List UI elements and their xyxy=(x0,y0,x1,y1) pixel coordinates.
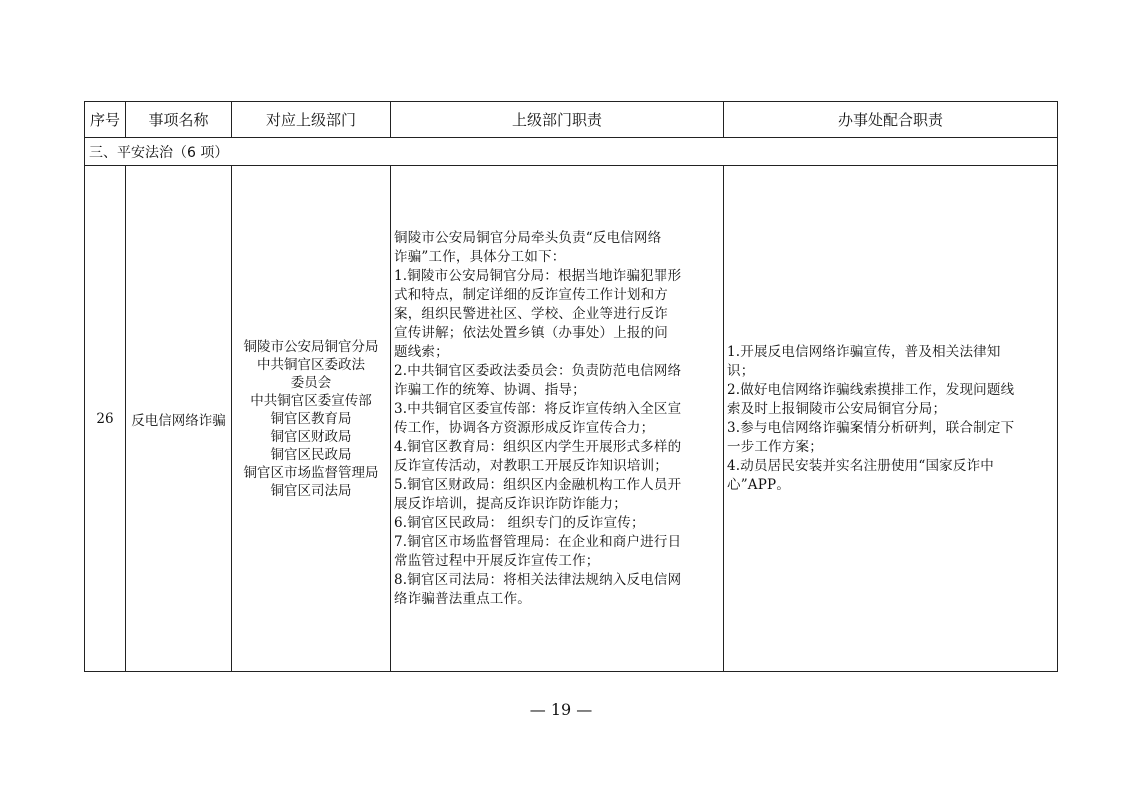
upper-duty-line: 式和特点，制定详细的反诈宣传工作计划和方 xyxy=(394,286,668,303)
upper-duty-line: 常监管过程中开展反诈宣传工作； xyxy=(394,552,600,569)
upper-duty-line: 展反诈培训，提高反诈识诈防诈能力； xyxy=(394,495,627,512)
header-office-duties: 办事处配合职责 xyxy=(724,102,1058,138)
header-item-name: 事项名称 xyxy=(126,102,232,138)
upper-duty-line: 2.中共铜官区委政法委员会：负责防范电信网络 xyxy=(394,362,682,379)
header-upper-department: 对应上级部门 xyxy=(232,102,391,138)
row-upper-duties xyxy=(391,166,724,672)
upper-duty-line: 诈骗工作的统筹、协调、指导； xyxy=(394,381,586,398)
section-title: 三、平安法治（6 项） xyxy=(85,138,1058,166)
department-line: 中共铜官区委政法 xyxy=(257,356,365,373)
office-duty-line: 心”APP。 xyxy=(727,476,791,493)
department-line: 铜陵市公安局铜官分局 xyxy=(243,338,379,355)
row-office-duties xyxy=(724,166,1058,672)
table-header-row xyxy=(85,102,1058,138)
upper-duty-line: 宣传讲解；依法处置乡镇（办事处）上报的问 xyxy=(394,324,668,341)
upper-duty-line: 案，组织民警进社区、学校、企业等进行反诈 xyxy=(394,305,668,322)
office-duty-line: 识； xyxy=(727,362,755,379)
office-duty-line: 一步工作方案； xyxy=(727,438,823,455)
row-item-name: 反电信网络诈骗 xyxy=(126,166,232,672)
upper-duty-line: 5.铜官区财政局：组织区内金融机构工作人员开 xyxy=(394,476,682,493)
page-number: — 19 — xyxy=(529,700,593,719)
row-departments xyxy=(232,166,391,672)
department-line: 铜官区财政局 xyxy=(270,428,352,445)
office-duty-line: 1.开展反电信网络诈骗宣传，普及相关法律知 xyxy=(727,343,1001,360)
header-seq: 序号 xyxy=(85,102,126,138)
office-duty-line: 4.动员居民安装并实名注册使用“国家反诈中 xyxy=(727,457,994,474)
upper-duty-line: 3.中共铜官区委宣传部：将反诈宣传纳入全区宣 xyxy=(394,400,682,417)
department-line: 中共铜官区委宣传部 xyxy=(250,392,372,409)
upper-duty-line: 诈骗”工作，具体分工如下： xyxy=(394,248,566,265)
header-upper-duties: 上级部门职责 xyxy=(391,102,724,138)
table-row xyxy=(85,166,1058,672)
upper-duty-line: 反诈宣传活动，对教职工开展反诈知识培训； xyxy=(394,457,668,474)
office-duty-line: 索及时上报铜陵市公安局铜官分局； xyxy=(727,400,947,417)
department-line: 委员会 xyxy=(290,374,332,391)
office-duty-line: 2.做好电信网络诈骗线索摸排工作，发现问题线 xyxy=(727,381,1015,398)
section-row xyxy=(85,138,1058,166)
upper-duty-line: 8.铜官区司法局：将相关法律法规纳入反电信网 xyxy=(394,571,682,588)
department-line: 铜官区教育局 xyxy=(270,410,352,427)
upper-duty-line: 6.铜官区民政局： 组织专门的反诈宣传； xyxy=(394,514,645,531)
row-seq: 26 xyxy=(85,166,126,672)
office-duty-line: 3.参与电信网络诈骗案情分析研判，联合制定下 xyxy=(727,419,1015,436)
responsibility-table xyxy=(84,101,1058,672)
upper-duty-line: 1.铜陵市公安局铜官分局：根据当地诈骗犯罪形 xyxy=(394,267,682,284)
upper-duty-line: 铜陵市公安局铜官分局牵头负责“反电信网络 xyxy=(394,229,662,246)
department-line: 铜官区民政局 xyxy=(270,446,352,463)
upper-duty-line: 7.铜官区市场监督管理局：在企业和商户进行日 xyxy=(394,533,682,550)
upper-duty-line: 题线索； xyxy=(394,343,449,360)
department-line: 铜官区市场监督管理局 xyxy=(243,464,379,481)
upper-duty-line: 4.铜官区教育局：组织区内学生开展形式多样的 xyxy=(394,438,682,455)
department-line: 铜官区司法局 xyxy=(270,482,352,499)
upper-duty-line: 传工作，协调各方资源形成反诈宣传合力； xyxy=(394,419,655,436)
upper-duty-line: 络诈骗普法重点工作。 xyxy=(394,590,531,607)
